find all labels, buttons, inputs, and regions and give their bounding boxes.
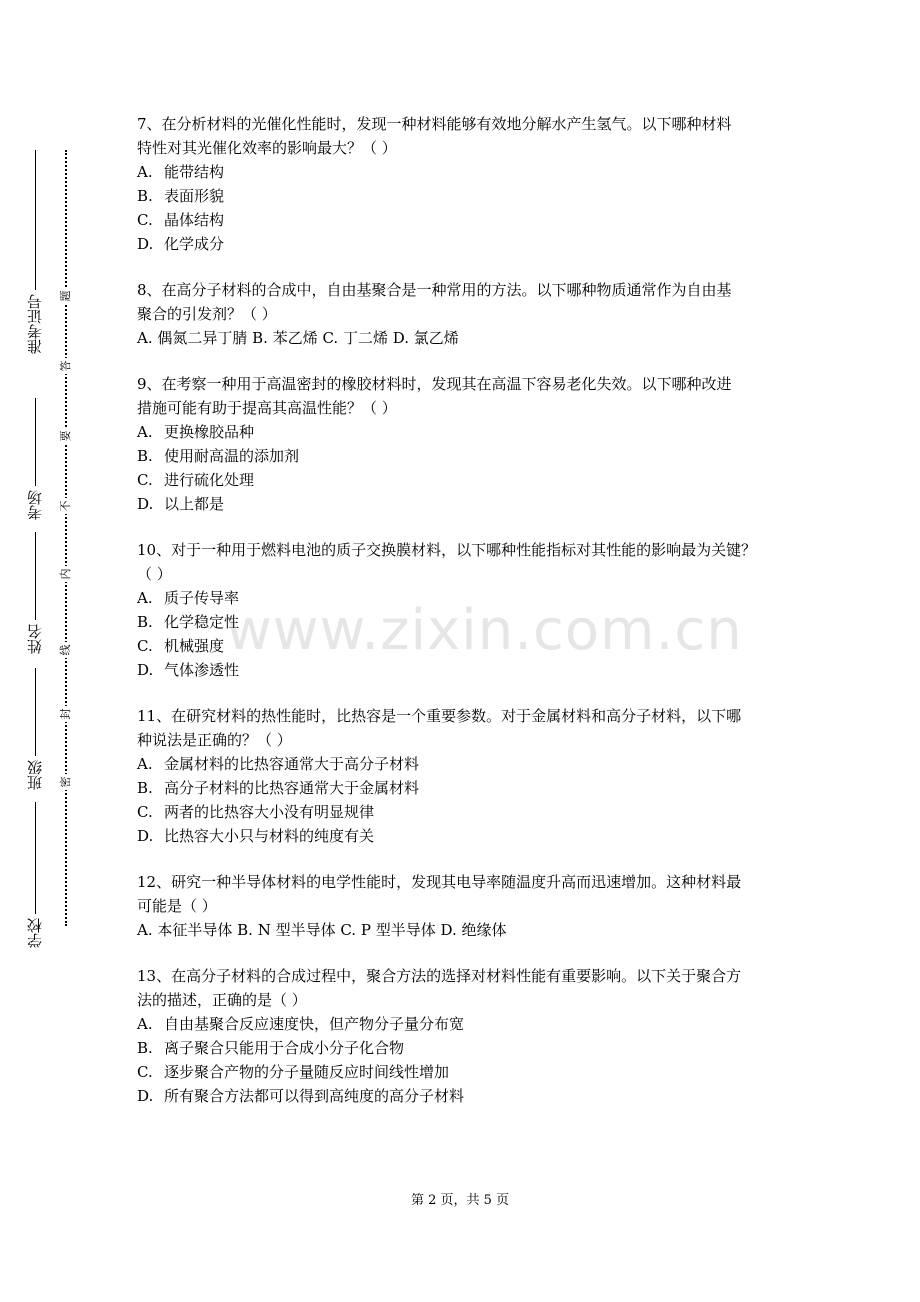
option-b — [137, 610, 785, 634]
option-text: 质子传导率 — [164, 589, 240, 607]
question-stem-line: 13、在高分子材料的合成过程中，聚合方法的选择对材料性能有重要影响。以下关于聚合方 — [137, 967, 742, 985]
option-letter: B. — [137, 187, 153, 205]
watermark: www.zixin.com.cn — [226, 598, 743, 663]
student-info-fields — [22, 150, 48, 950]
option-letter: A. — [137, 589, 153, 607]
seal-char: 要 — [60, 428, 72, 444]
option-text: 离子聚合只能用于合成小分子化合物 — [164, 1039, 405, 1057]
inline-options: A. 本征半导体 B. N 型半导体 C. P 型半导体 D. 绝缘体 — [137, 921, 507, 939]
option-text: 使用耐高温的添加剂 — [164, 447, 300, 465]
question-stem-line: 特性对其光催化效率的影响最大？（ ） — [137, 139, 397, 157]
option-a — [137, 1012, 785, 1036]
option-text: 高分子材料的比热容通常大于金属材料 — [164, 779, 420, 797]
seal-char: 不 — [60, 498, 72, 514]
option-text: 能带结构 — [164, 163, 225, 181]
option-a — [137, 420, 785, 444]
question-stem-line: 10、对于一种用于燃料电池的质子交换膜材料，以下哪种性能指标对其性能的影响最为关键？ — [137, 541, 757, 559]
question-stem-line: 9、在考察一种用于高温密封的橡胶材料时，发现其在高温下容易老化失效。以下哪种改进 — [137, 375, 732, 393]
option-c — [137, 468, 785, 492]
exam-id-blank — [35, 150, 36, 290]
option-c — [137, 1060, 785, 1084]
option-d — [137, 658, 785, 682]
option-letter: A. — [137, 755, 153, 773]
question-stem-line: 8、在高分子材料的合成中，自由基聚合是一种常用的方法。以下哪种物质通常作为自由基 — [137, 281, 732, 299]
option-a — [137, 586, 785, 610]
question-stem-line: 法的描述，正确的是（ ） — [137, 991, 307, 1009]
option-a — [137, 752, 785, 776]
option-letter: B. — [137, 779, 153, 797]
question-stem-line: 措施可能有助于提高其高温性能？（ ） — [137, 399, 397, 417]
seal-char: 题 — [60, 288, 72, 304]
option-c — [137, 634, 785, 658]
option-text: 机械强度 — [164, 637, 225, 655]
option-text: 化学成分 — [164, 235, 225, 253]
question-list — [137, 112, 785, 1130]
option-text: 比热容大小只与材料的纯度有关 — [164, 827, 375, 845]
option-text: 化学稳定性 — [164, 613, 240, 631]
exam-id-field — [22, 150, 48, 354]
option-d — [137, 1084, 785, 1108]
option-text: 以上都是 — [164, 495, 225, 513]
question-7 — [137, 112, 785, 256]
option-d — [137, 232, 785, 256]
school-label: 学校 — [26, 918, 44, 948]
option-text: 气体渗透性 — [164, 661, 240, 679]
question-9 — [137, 372, 785, 516]
seal-char: 内 — [60, 566, 72, 582]
school-field — [22, 802, 48, 948]
class-blank — [35, 668, 36, 756]
exam-room-label: 考场 — [26, 490, 44, 520]
seal-char: 密 — [60, 774, 72, 790]
option-letter: B. — [137, 613, 153, 631]
option-d — [137, 492, 785, 516]
option-text: 自由基聚合反应速度快，但产物分子量分布宽 — [164, 1015, 465, 1033]
option-letter: C. — [137, 471, 153, 489]
question-13 — [137, 964, 785, 1108]
option-text: 金属材料的比热容通常大于高分子材料 — [164, 755, 420, 773]
option-text: 晶体结构 — [164, 211, 225, 229]
name-label: 姓名 — [26, 624, 44, 654]
option-b — [137, 444, 785, 468]
option-b — [137, 184, 785, 208]
question-10 — [137, 538, 785, 682]
page-footer: 第 2 页，共 5 页 — [410, 1193, 510, 1208]
option-text: 表面形貌 — [164, 187, 225, 205]
binding-margin — [0, 0, 110, 1302]
name-field — [22, 532, 48, 654]
question-stem-line: 聚合的引发剂？（ ） — [137, 305, 277, 323]
option-d — [137, 824, 785, 848]
question-stem-line: 12、研究一种半导体材料的电学性能时，发现其电导率随温度升高而迅速增加。这种材料最 — [137, 873, 742, 891]
option-letter: D. — [137, 235, 154, 253]
option-letter: A. — [137, 1015, 153, 1033]
option-letter: D. — [137, 661, 154, 679]
option-letter: A. — [137, 423, 153, 441]
exam-room-blank — [35, 398, 36, 486]
option-letter: C. — [137, 803, 153, 821]
class-label: 班级 — [26, 760, 44, 790]
option-b — [137, 776, 785, 800]
option-letter: D. — [137, 827, 154, 845]
question-stem-line: （ ） — [137, 565, 172, 583]
option-letter: B. — [137, 1039, 153, 1057]
option-a — [137, 160, 785, 184]
option-text: 更换橡胶品种 — [164, 423, 255, 441]
option-letter: B. — [137, 447, 153, 465]
exam-id-label: 准考证号 — [26, 294, 44, 354]
question-stem-line: 种说法是正确的？（ ） — [137, 731, 292, 749]
question-stem-line: 7、在分析材料的光催化性能时，发现一种材料能够有效地分解水产生氢气。以下哪种材料 — [137, 115, 732, 133]
seal-char: 封 — [60, 706, 72, 722]
option-letter: A. — [137, 163, 153, 181]
option-text: 逐步聚合产物的分子量随反应时间线性增加 — [164, 1063, 450, 1081]
option-text: 进行硫化处理 — [164, 471, 255, 489]
option-letter: C. — [137, 1063, 153, 1081]
name-blank — [35, 532, 36, 620]
question-stem-line: 可能是（ ） — [137, 897, 217, 915]
option-letter: D. — [137, 495, 154, 513]
option-text: 所有聚合方法都可以得到高纯度的高分子材料 — [164, 1087, 465, 1105]
school-blank — [35, 802, 36, 914]
question-stem-line: 11、在研究材料的热性能时，比热容是一个重要参数。对于金属材料和高分子材料，以下哪 — [137, 707, 742, 725]
option-letter: C. — [137, 637, 153, 655]
option-text: 两者的比热容大小没有明显规律 — [164, 803, 375, 821]
seal-line-text — [58, 150, 74, 926]
inline-options: A. 偶氮二异丁腈 B. 苯乙烯 C. 丁二烯 D. 氯乙烯 — [137, 329, 459, 347]
question-11 — [137, 704, 785, 848]
seal-char: 答 — [60, 358, 72, 374]
question-12 — [137, 870, 785, 942]
question-8 — [137, 278, 785, 350]
exam-room-field — [22, 398, 48, 520]
option-c — [137, 800, 785, 824]
seal-char: 线 — [60, 642, 72, 658]
class-field — [22, 668, 48, 790]
option-b — [137, 1036, 785, 1060]
option-c — [137, 208, 785, 232]
option-letter: D. — [137, 1087, 154, 1105]
option-letter: C. — [137, 211, 153, 229]
